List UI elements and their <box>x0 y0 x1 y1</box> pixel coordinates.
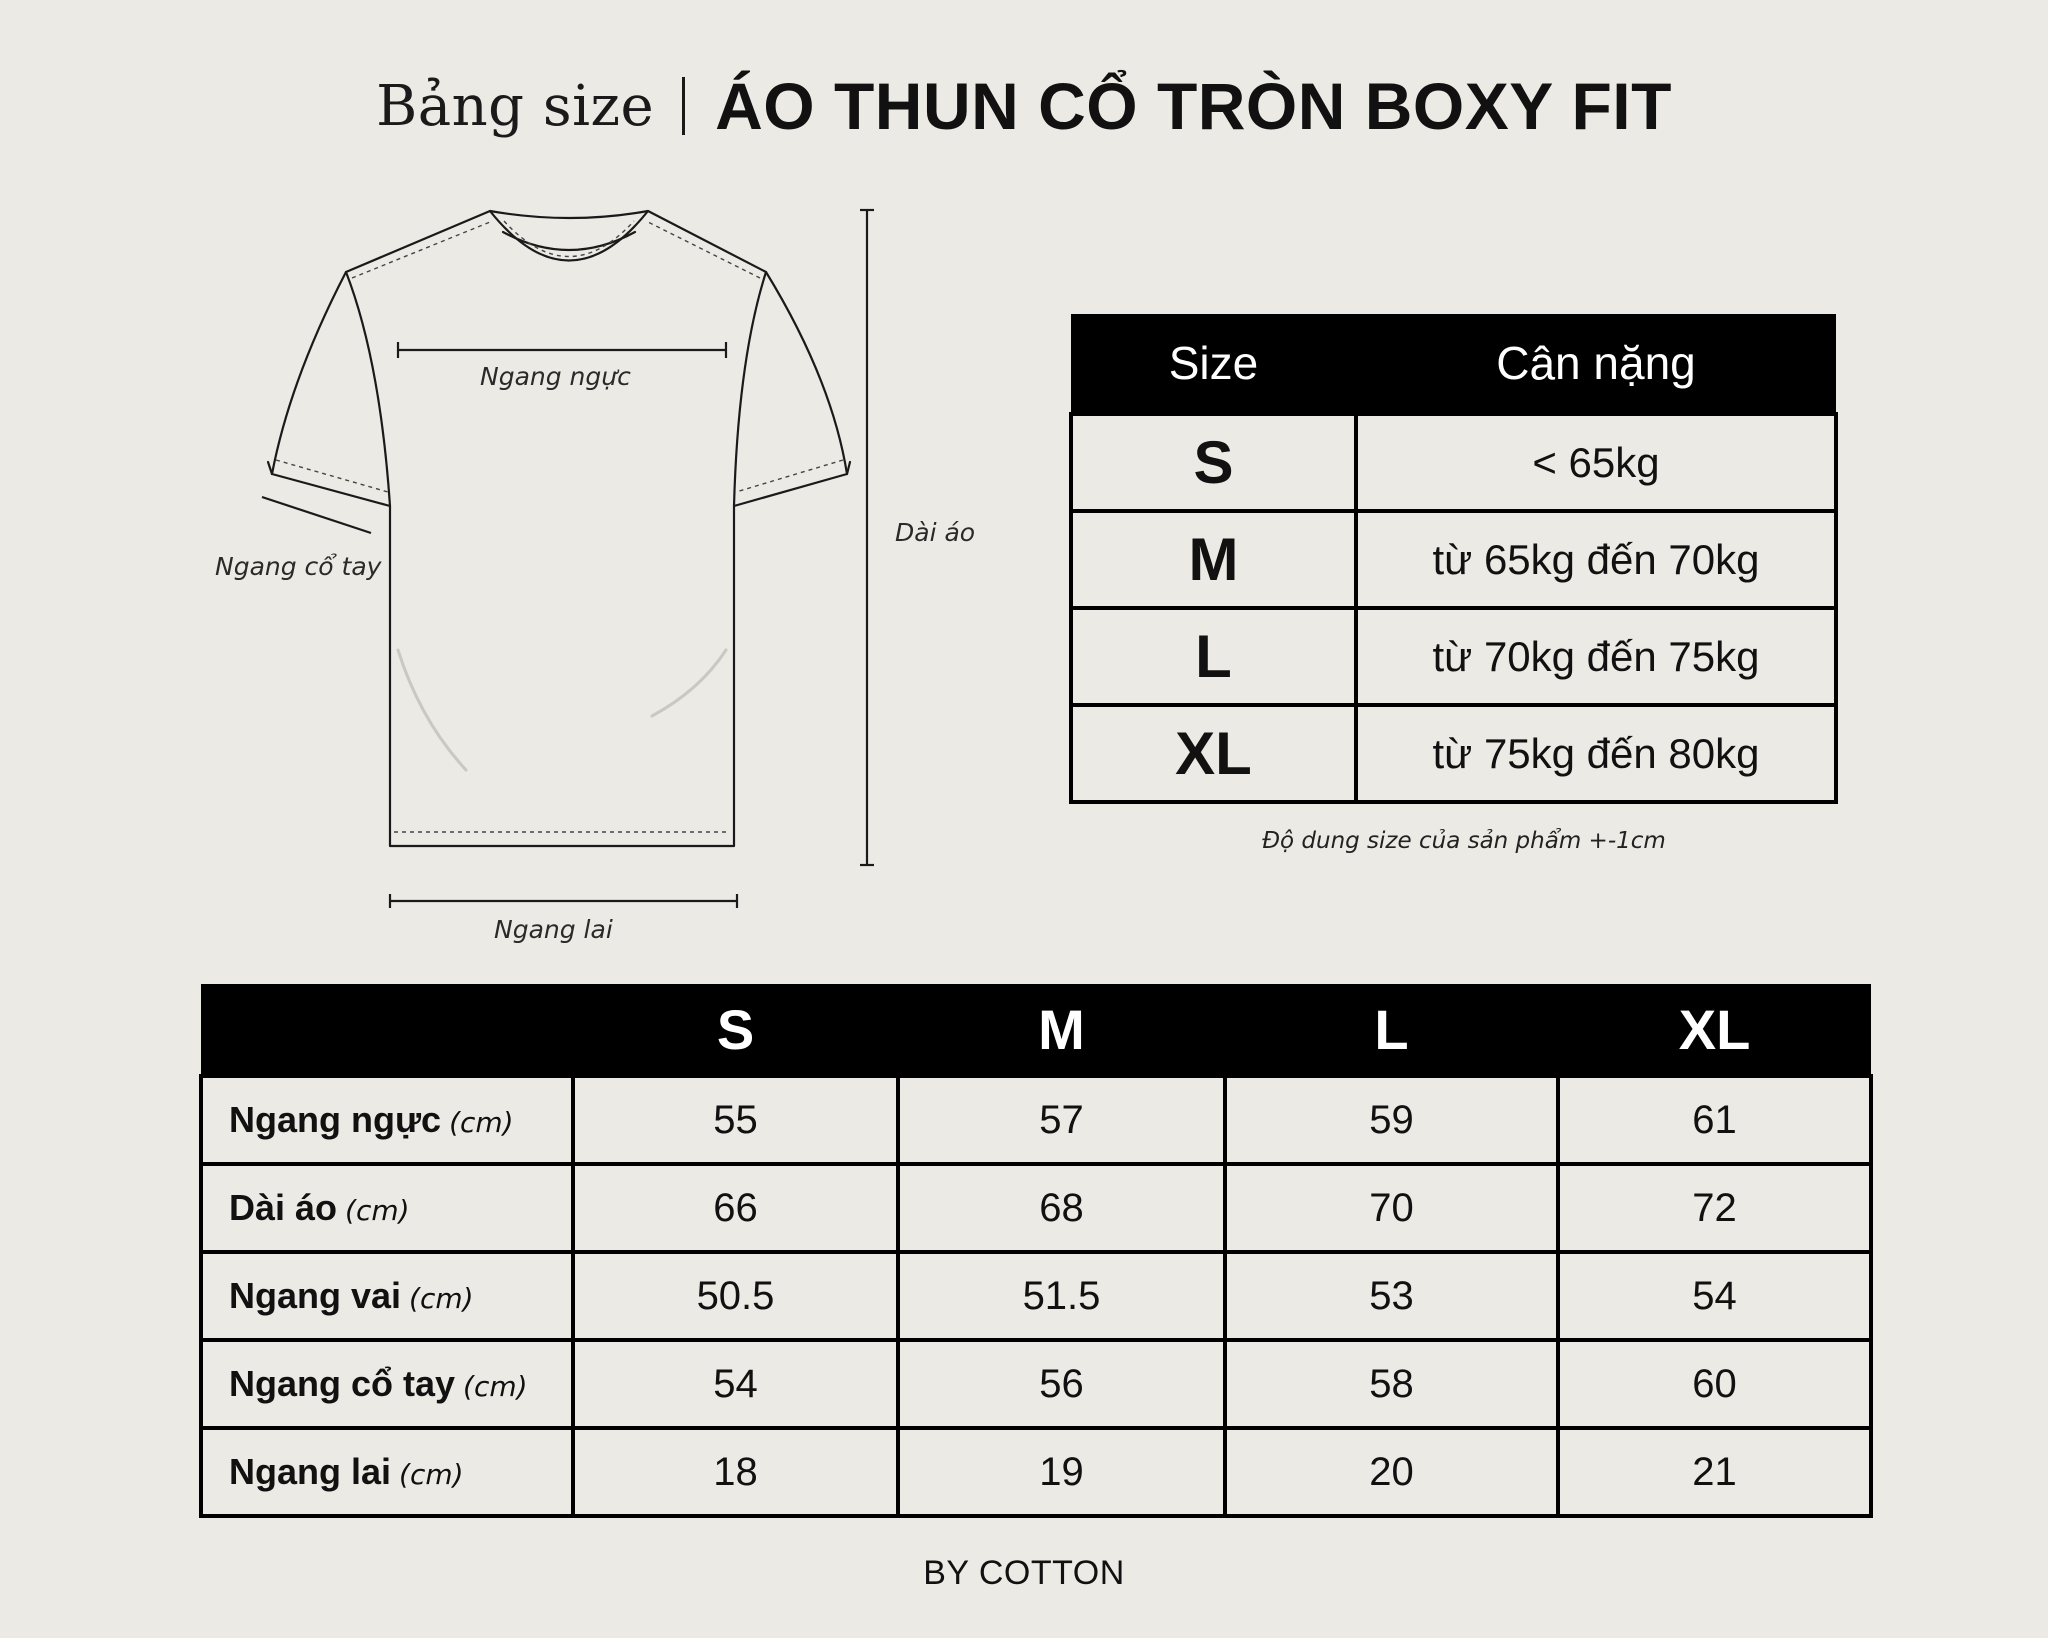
value-cell: 72 <box>1558 1164 1871 1252</box>
weight-cell: từ 75kg đến 80kg <box>1356 705 1836 802</box>
weight-table-header <box>1071 314 1836 414</box>
weight-cell: từ 70kg đến 75kg <box>1356 608 1836 705</box>
weight-cell: từ 65kg đến 70kg <box>1356 511 1836 608</box>
weight-column-header: Cân nặng <box>1356 314 1836 414</box>
row-label <box>201 1076 573 1164</box>
measure-unit: (cm) <box>399 1458 464 1491</box>
value-cell: 56 <box>898 1340 1225 1428</box>
size-column-header: Size <box>1071 314 1356 414</box>
header-empty-cell <box>201 984 573 1076</box>
header-size-xl: XL <box>1558 984 1871 1076</box>
table-row <box>1071 511 1836 608</box>
measure-unit: (cm) <box>409 1282 474 1315</box>
value-cell: 60 <box>1558 1340 1871 1428</box>
row-label <box>201 1164 573 1252</box>
value-cell: 18 <box>573 1428 898 1516</box>
tshirt-outline-icon <box>0 0 1000 960</box>
measure-name: Dài áo <box>229 1187 338 1228</box>
cuff-width-label: Ngang cổ tay <box>215 552 382 581</box>
value-cell: 21 <box>1558 1428 1871 1516</box>
size-cell: XL <box>1071 705 1356 802</box>
header-size-s: S <box>573 984 898 1076</box>
header-size-l: L <box>1225 984 1558 1076</box>
measure-name: Ngang cổ tay <box>229 1363 456 1404</box>
table-row <box>1071 608 1836 705</box>
row-label <box>201 1340 573 1428</box>
measurement-table-header <box>201 984 1871 1076</box>
value-cell: 20 <box>1225 1428 1558 1516</box>
measure-name: Ngang ngực <box>229 1099 442 1140</box>
value-cell: 54 <box>573 1340 898 1428</box>
measure-unit: (cm) <box>463 1370 528 1403</box>
weight-cell: < 65kg <box>1356 414 1836 511</box>
measure-unit: (cm) <box>449 1106 514 1139</box>
size-cell: L <box>1071 608 1356 705</box>
value-cell: 53 <box>1225 1252 1558 1340</box>
weight-size-table <box>1069 314 1838 804</box>
measure-unit: (cm) <box>345 1194 410 1227</box>
table-row <box>201 1076 1871 1164</box>
title-prefix: Bảng size <box>376 73 655 139</box>
value-cell: 51.5 <box>898 1252 1225 1340</box>
body-length-label: Dài áo <box>895 518 976 547</box>
measure-name: Ngang lai <box>229 1451 392 1492</box>
hem-width-label: Ngang lai <box>494 915 613 944</box>
product-name: ÁO THUN CỔ TRÒN BOXY FIT <box>715 69 1672 143</box>
tshirt-diagram <box>0 0 1000 960</box>
value-cell: 19 <box>898 1428 1225 1516</box>
table-row <box>201 1252 1871 1340</box>
table-row <box>201 1428 1871 1516</box>
size-cell: M <box>1071 511 1356 608</box>
size-tolerance-note: Độ dung size của sản phẩm +-1cm <box>1262 828 1666 854</box>
value-cell: 50.5 <box>573 1252 898 1340</box>
value-cell: 61 <box>1558 1076 1871 1164</box>
row-label <box>201 1252 573 1340</box>
value-cell: 68 <box>898 1164 1225 1252</box>
value-cell: 59 <box>1225 1076 1558 1164</box>
size-cell: S <box>1071 414 1356 511</box>
table-row <box>1071 414 1836 511</box>
brand-name: BY COTTON <box>923 1554 1125 1592</box>
measurement-table <box>199 984 1873 1518</box>
header-size-m: M <box>898 984 1225 1076</box>
measure-name: Ngang vai <box>229 1275 402 1316</box>
value-cell: 66 <box>573 1164 898 1252</box>
value-cell: 57 <box>898 1076 1225 1164</box>
chest-width-label: Ngang ngực <box>480 362 631 391</box>
table-row <box>201 1340 1871 1428</box>
table-row <box>1071 705 1836 802</box>
table-row <box>201 1164 1871 1252</box>
row-label <box>201 1428 573 1516</box>
value-cell: 58 <box>1225 1340 1558 1428</box>
value-cell: 55 <box>573 1076 898 1164</box>
value-cell: 54 <box>1558 1252 1871 1340</box>
value-cell: 70 <box>1225 1164 1558 1252</box>
